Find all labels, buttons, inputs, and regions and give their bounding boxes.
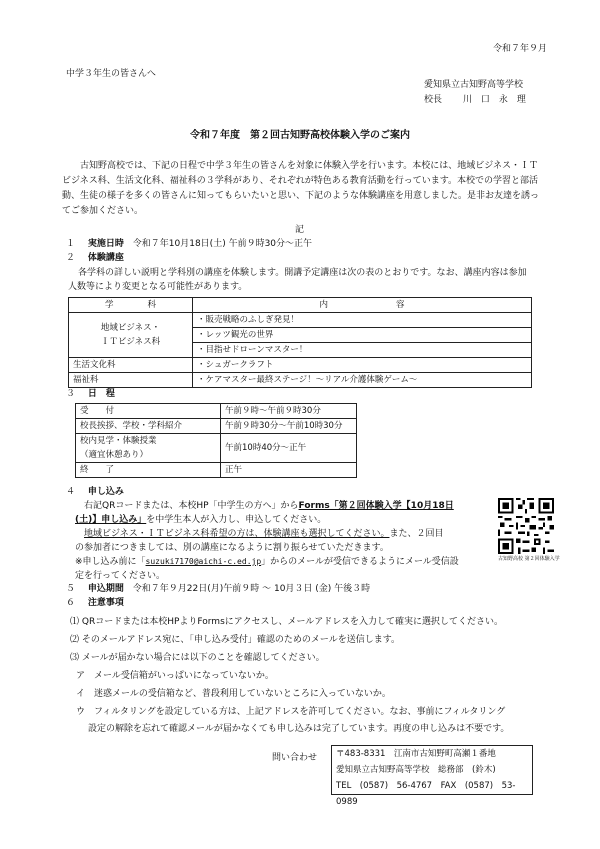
course-item: ・レッツ観光の世界	[193, 328, 532, 343]
document-date: 令和７年９月	[493, 44, 548, 54]
dept-label: 福祉科	[69, 373, 193, 388]
table-row	[76, 404, 357, 419]
section-1-number: １	[66, 239, 76, 249]
section-2	[66, 253, 124, 264]
notice-item-3: ⑶ メールが届かない場合には以下のことを確認してください。	[70, 653, 325, 663]
section-1-heading: 実施日時	[87, 239, 124, 249]
principal-title: 校長	[424, 95, 443, 105]
schedule-label: 終 了	[76, 463, 221, 478]
principal-name: 川 口 永 理	[462, 95, 526, 105]
section-2-text: 各学科の詳しい説明と学科別の講座を体験します。開講予定講座は次の表のとおりです。なお、講座内容は参加人数等により変更となる可能性があります。	[68, 268, 527, 292]
apply-text: 」からのメールが受信できるようにメール受信設	[261, 557, 459, 567]
notice-item-2: ⑵ そのメールアドレス宛に、「申し込み受付」確認のためのメールを送信します。	[70, 635, 401, 645]
apply-text: を中学生本人が入力し、申込してください。	[146, 515, 327, 525]
section-1-value: 令和７年10月18日(土) 午前９時30分～正午	[132, 239, 313, 249]
principal	[424, 95, 526, 106]
email-address[interactable]: suzuki7170@aichi-c.ed.jp	[145, 557, 262, 566]
forms-link[interactable]: Forms「第２回体験入学【10月18日	[298, 501, 454, 511]
school-name: 愛知県立古知野高等学校	[424, 80, 524, 90]
schedule-time: 午前９時30分～午前10時30分	[221, 419, 357, 434]
section-3-number: ３	[66, 389, 76, 399]
contact-phone: TEL (0587) 56-4767 FAX (0587) 53-0989	[336, 781, 516, 807]
intro-paragraph: 古知野高校では、下記の日程で中学３年生の皆さんを対象に体験入学を行います。本校には、地域ビジネス・ＩＴビジネス科、生活文化科、福祉科の３学科があり、それぞれが特色ある教育活動を行っています。本校での学習と部活動、生徒の様子を多くの皆さんに知ってもらいたいと思い、下記のような体験講座を用意しました。是非お友達を誘ってご参加ください。	[62, 161, 540, 216]
ki-mark: 記	[295, 225, 305, 235]
contact-address: 〒483-8331 江南市古知野町高瀬１番地	[336, 749, 496, 759]
table-row	[76, 419, 357, 434]
page-title: 令和７年度 第２回古知野高校体験入学のご案内	[190, 130, 410, 141]
apply-line-4: の参加者につきましては、別の講座になるように割り振らせていただきます。	[75, 543, 389, 553]
table-header-row	[69, 298, 532, 313]
section-5-heading: 申込期間	[87, 584, 124, 594]
table-row	[69, 313, 532, 328]
course-table	[68, 297, 532, 388]
course-item: ・販売戦略のふしぎ発見！	[193, 313, 532, 328]
schedule-time: 午前10時40分～正午	[221, 434, 357, 463]
section-6	[66, 598, 124, 609]
section-2-heading: 体験講座	[87, 253, 124, 263]
notice-sub-c: ウ フィルタリングを設定している方は、上記アドレスを許可してください。なお、事前にフィルタリング	[76, 707, 506, 717]
contact-label: 問い合わせ	[272, 753, 318, 763]
dept-label: ＩＴビジネス科	[100, 337, 161, 347]
section-5-number: ５	[66, 584, 76, 594]
course-item: ・目指せドローンマスター！	[193, 343, 532, 358]
apply-line-6: 定を行ってください。	[75, 571, 166, 581]
table-row	[76, 463, 357, 478]
section-4-number: ４	[66, 487, 76, 497]
apply-text: また、２回目	[389, 529, 444, 539]
dept-label: 生活文化科	[69, 358, 193, 373]
section-5	[66, 584, 370, 595]
recipient: 中学３年生の皆さんへ	[66, 69, 156, 79]
forms-link-cont[interactable]: (土)】申し込み」	[75, 515, 147, 525]
apply-note-underlined: 地域ビジネス・ＩＴビジネス科希望の方は、体験講座も選択してください。	[84, 529, 390, 539]
apply-line-2	[75, 515, 326, 526]
section-6-number: ６	[66, 598, 76, 608]
section-1	[66, 239, 312, 250]
section-6-heading: 注意事項	[87, 598, 124, 608]
apply-line-1	[84, 501, 454, 512]
table-row	[69, 358, 532, 373]
table-row	[69, 373, 532, 388]
section-4	[66, 487, 124, 498]
schedule-table	[75, 403, 357, 478]
table-row	[76, 434, 357, 463]
notice-sub-b: イ 迷惑メールの受信箱など、普段利用していないところに入っていないか。	[76, 689, 391, 699]
section-3-heading: 日 程	[87, 389, 115, 399]
section-2-number: ２	[66, 253, 76, 263]
qr-caption: 古知野高校 第２回体験入学	[498, 556, 560, 562]
apply-text: ※申し込み前に「	[75, 557, 146, 567]
table-header-content: 内 容	[193, 298, 532, 313]
schedule-label: 受 付	[76, 404, 221, 419]
section-5-value: 令和７年９月22日(月)午前９時 ～ 10月３日 (金) 午後３時	[132, 584, 371, 594]
schedule-label-note: （適宜休憩あり）	[80, 450, 149, 460]
section-3	[66, 389, 115, 400]
schedule-label: 校長挨拶、学校・学科紹介	[76, 419, 221, 434]
notice-sub-a: ア メール受信箱がいっぱいになっていないか。	[76, 671, 274, 681]
apply-line-3	[84, 529, 443, 540]
schedule-time: 正午	[221, 463, 357, 478]
schedule-label-cell	[76, 434, 221, 463]
dept-label: 地域ビジネス・	[100, 323, 161, 333]
section-4-heading: 申し込み	[87, 487, 124, 497]
course-item: ・ケアマスター最終ステージ！～リアル介護体験ゲーム～	[193, 373, 532, 388]
apply-line-5	[75, 557, 459, 568]
schedule-time: 午前９時～午前９時30分	[221, 404, 357, 419]
table-dept-cell	[69, 313, 193, 358]
notice-sub-c-cont: 設定の解除を忘れて確認メールが届かなくても申し込みは完了しています。再度の申し込みは不要です。	[88, 724, 510, 734]
notice-item-1: ⑴ QRコードまたは本校HPよりFormsにアクセスし、メールアドレスを入力して確実に選択してください。	[70, 617, 504, 627]
course-item: ・シュガークラフト	[193, 358, 532, 373]
contact-box	[331, 745, 533, 807]
table-header-dept: 学 科	[69, 298, 193, 313]
qr-code-icon[interactable]	[498, 498, 554, 554]
schedule-label: 校内見学・体験授業	[80, 436, 157, 446]
apply-text: 右記QRコードまたは、本校HP「中学生の方へ」から	[84, 501, 299, 511]
contact-school: 愛知県立古知野高等学校 総務部 (鈴木)	[336, 765, 496, 775]
